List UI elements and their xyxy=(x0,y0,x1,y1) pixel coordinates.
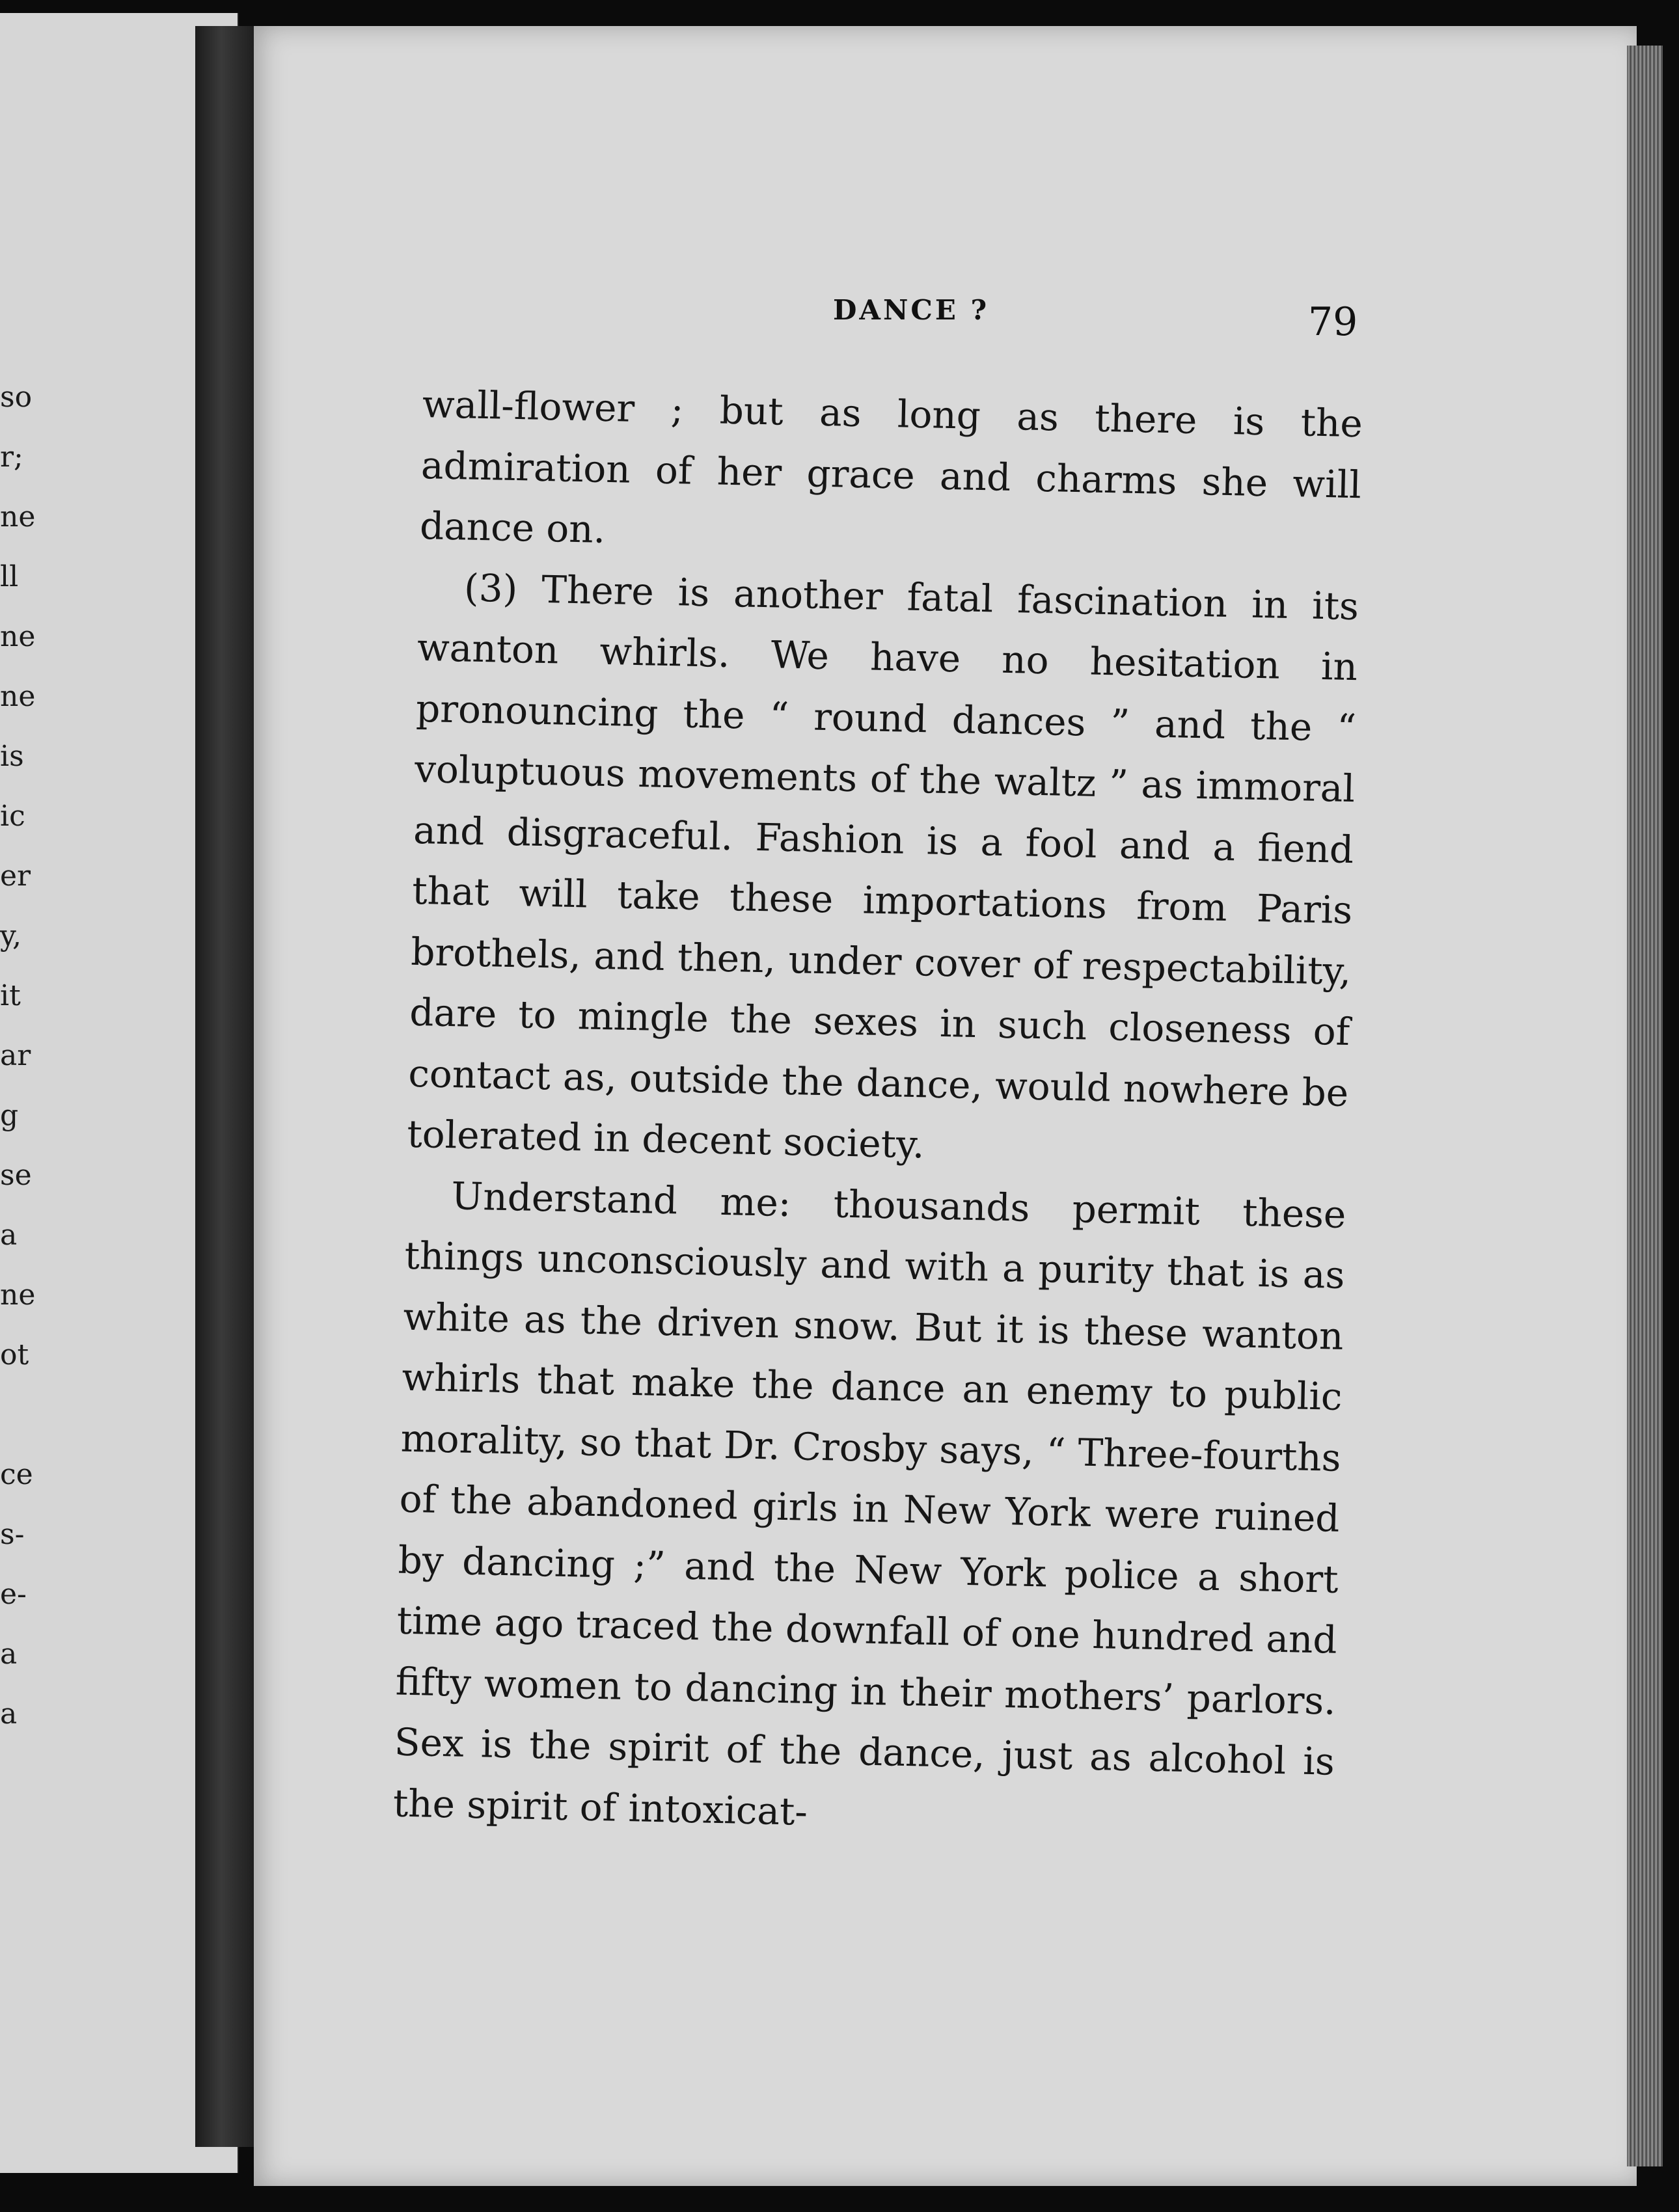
book-gutter xyxy=(195,26,260,2147)
left-fragment: is xyxy=(0,740,24,773)
page-number: 79 xyxy=(1308,299,1358,345)
left-fragment: y, xyxy=(0,919,21,952)
left-fragment: er xyxy=(0,859,31,893)
left-fragment: se xyxy=(0,1159,32,1192)
left-fragment: e- xyxy=(0,1578,27,1611)
left-fragment: a xyxy=(0,1219,18,1252)
left-fragment: ne xyxy=(0,620,36,653)
left-fragment: a xyxy=(0,1697,18,1731)
paragraph: wall-flower ; but as long as there is the admiration of her grace and charms she will dance on. xyxy=(419,381,1363,552)
page-edge-stack xyxy=(1627,46,1663,2166)
paragraph: Understand me: thousands permit these things unconsciously and with a purity that is as white as the driven snow. But it is these wanton whirls that make the dance an enemy to public morality, so that Dr. Crosby says, “ Three-fourths of the abandoned girls in New York were ruined by dancing ;” and the New York police a short time ago traced the downfall of one hundred and fifty women to dancing in their mothers’ parlors. Sex is the spirit of the dance, just as alcohol is the spirit of intoxicat- xyxy=(392,1173,1346,1834)
left-fragment: ne xyxy=(0,1278,36,1312)
left-fragment: ic xyxy=(0,800,25,833)
paragraph: (3) There is another fatal fascination in its wanton whirls. We have no hesitation in pronouncing the “ round dances ” and the “ voluptuous movements of the waltz ” as immoral and disgraceful. Fashion is a fool and a fiend that will take these importations from Paris brothels, and then, under cover of respectability, dare to mingle the sexes in such closeness of contact as, outside the dance, would nowhere be tolerated in decent society. xyxy=(406,565,1359,1167)
left-fragment: r; xyxy=(0,440,23,474)
left-fragment: ll xyxy=(0,560,19,593)
running-head: DANCE ? xyxy=(833,294,990,326)
left-fragment xyxy=(0,1385,39,1445)
left-fragment: ne xyxy=(0,500,36,533)
left-page-cutoff-text xyxy=(0,368,39,1744)
left-fragment: ne xyxy=(0,680,36,713)
left-fragment: ce xyxy=(0,1458,33,1491)
left-fragment: a xyxy=(0,1638,18,1671)
body-text xyxy=(392,374,1363,1854)
left-fragment: s- xyxy=(0,1518,25,1551)
left-fragment: ot xyxy=(0,1338,29,1371)
left-fragment: g xyxy=(0,1099,19,1132)
left-fragment: ar xyxy=(0,1039,31,1072)
left-fragment: so xyxy=(0,381,33,414)
left-fragment: it xyxy=(0,979,21,1012)
